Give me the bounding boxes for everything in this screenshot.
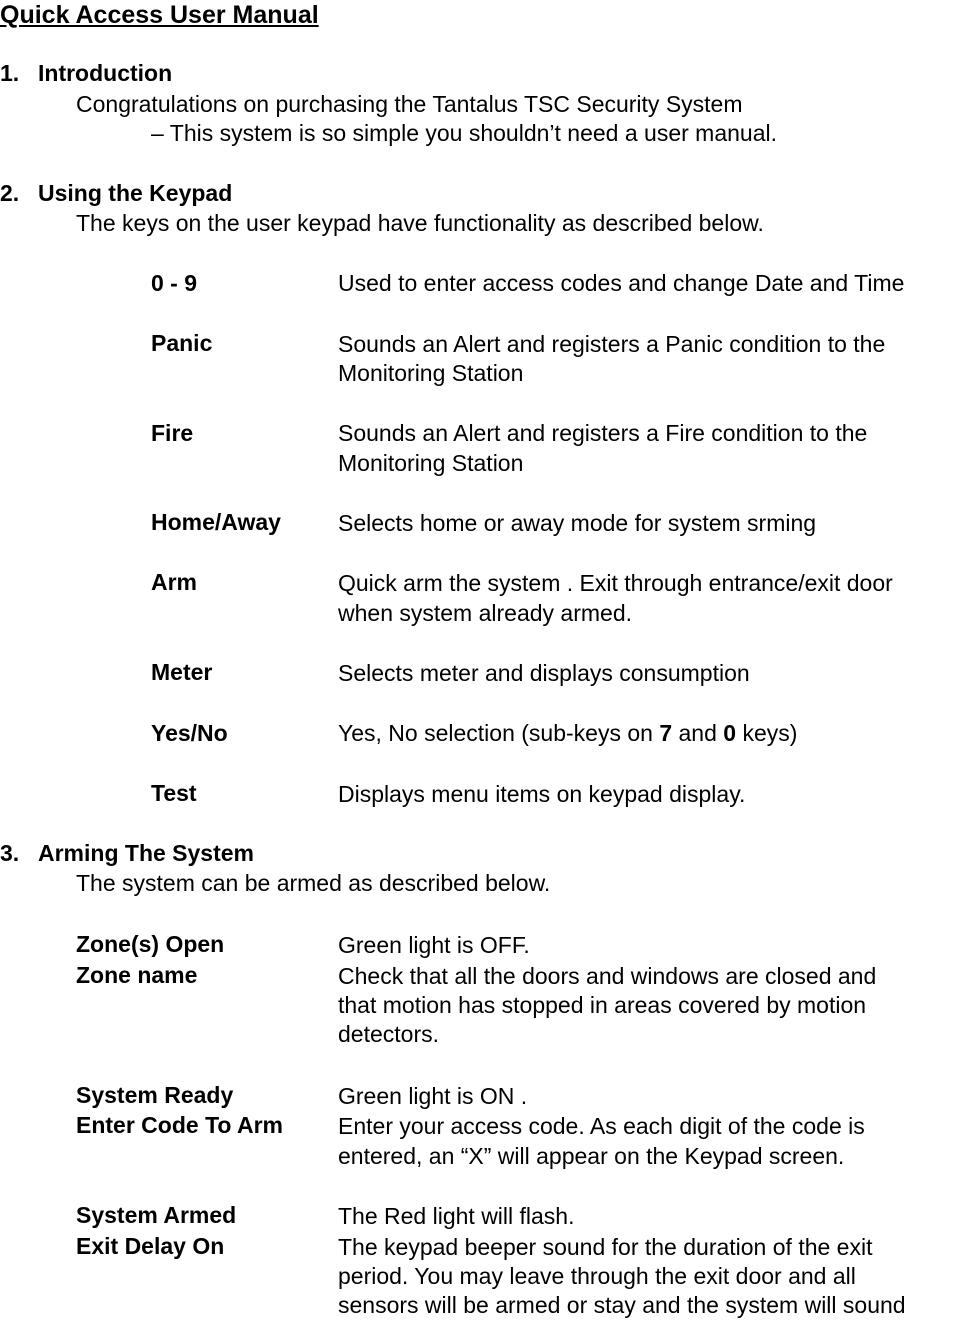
- key-label: Panic: [151, 330, 213, 356]
- key-label: 0 - 9: [151, 270, 198, 296]
- section-2-heading: Using the Keypad: [38, 180, 233, 206]
- yes-no-desc-text: keys): [736, 720, 798, 746]
- keypad-intro: The keys on the user keypad have functionality as described below.: [76, 210, 764, 236]
- section-3-number: 3.: [0, 840, 20, 866]
- state-desc: Green light is OFF.: [338, 932, 530, 958]
- state-desc: The Red light will flash.: [338, 1203, 575, 1229]
- state-desc: Enter your access code. As each digit of the code is: [338, 1113, 865, 1139]
- intro-line-1: Congratulations on purchasing the Tantalus TSC Security System: [76, 91, 743, 117]
- page-title: Quick Access User Manual: [0, 1, 319, 29]
- state-desc: detectors.: [338, 1021, 439, 1047]
- yes-no-desc-key-0: 0: [723, 720, 737, 746]
- key-desc: Sounds an Alert and registers a Fire condition to the: [338, 420, 868, 446]
- yes-no-desc-text: Yes, No selection (sub-keys on: [338, 720, 660, 746]
- state-desc: that motion has stopped in areas covered by motion: [338, 992, 867, 1018]
- arming-intro: The system can be armed as described below.: [76, 870, 551, 896]
- state-desc: sensors will be armed or stay and the system will sound: [338, 1292, 906, 1318]
- state-desc: period. You may leave through the exit door and all: [338, 1263, 856, 1289]
- section-3-heading: Arming The System: [38, 840, 254, 866]
- key-desc: Selects meter and displays consumption: [338, 660, 750, 686]
- key-desc: Monitoring Station: [338, 360, 524, 386]
- key-desc: Selects home or away mode for system srming: [338, 510, 817, 536]
- state-label: Exit Delay On: [76, 1233, 225, 1259]
- key-label: Arm: [151, 569, 198, 595]
- key-label: Test: [151, 780, 197, 806]
- state-label: System Armed: [76, 1202, 237, 1228]
- key-desc: Used to enter access codes and change Date and Time: [338, 270, 905, 296]
- key-desc: Monitoring Station: [338, 450, 524, 476]
- state-label: Zone(s) Open: [76, 931, 225, 957]
- key-desc: Sounds an Alert and registers a Panic condition to the: [338, 331, 886, 357]
- state-label: Zone name: [76, 962, 198, 988]
- state-desc: Check that all the doors and windows are closed and: [338, 963, 877, 989]
- yes-no-desc-key-7: 7: [659, 720, 673, 746]
- yes-no-desc-text: and: [672, 720, 724, 746]
- state-desc: Green light is ON .: [338, 1083, 528, 1109]
- key-label: Yes/No: [151, 720, 228, 746]
- key-desc: [338, 718, 797, 748]
- key-label: Meter: [151, 659, 213, 685]
- section-1-heading: Introduction: [38, 60, 173, 86]
- key-label: Fire: [151, 420, 194, 446]
- state-desc: The keypad beeper sound for the duration of the exit: [338, 1234, 873, 1260]
- key-label: Home/Away: [151, 509, 281, 535]
- state-desc: entered, an “X” will appear on the Keypad screen.: [338, 1143, 845, 1169]
- state-label: Enter Code To Arm: [76, 1112, 284, 1138]
- key-desc: Quick arm the system . Exit through entrance/exit door: [338, 570, 893, 596]
- section-2-number: 2.: [0, 180, 20, 206]
- section-1-number: 1.: [0, 60, 20, 86]
- state-label: System Ready: [76, 1082, 234, 1108]
- key-desc: Displays menu items on keypad display.: [338, 781, 746, 807]
- key-desc: when system already armed.: [338, 600, 633, 626]
- intro-line-2: – This system is so simple you shouldn’t need a user manual.: [151, 120, 777, 146]
